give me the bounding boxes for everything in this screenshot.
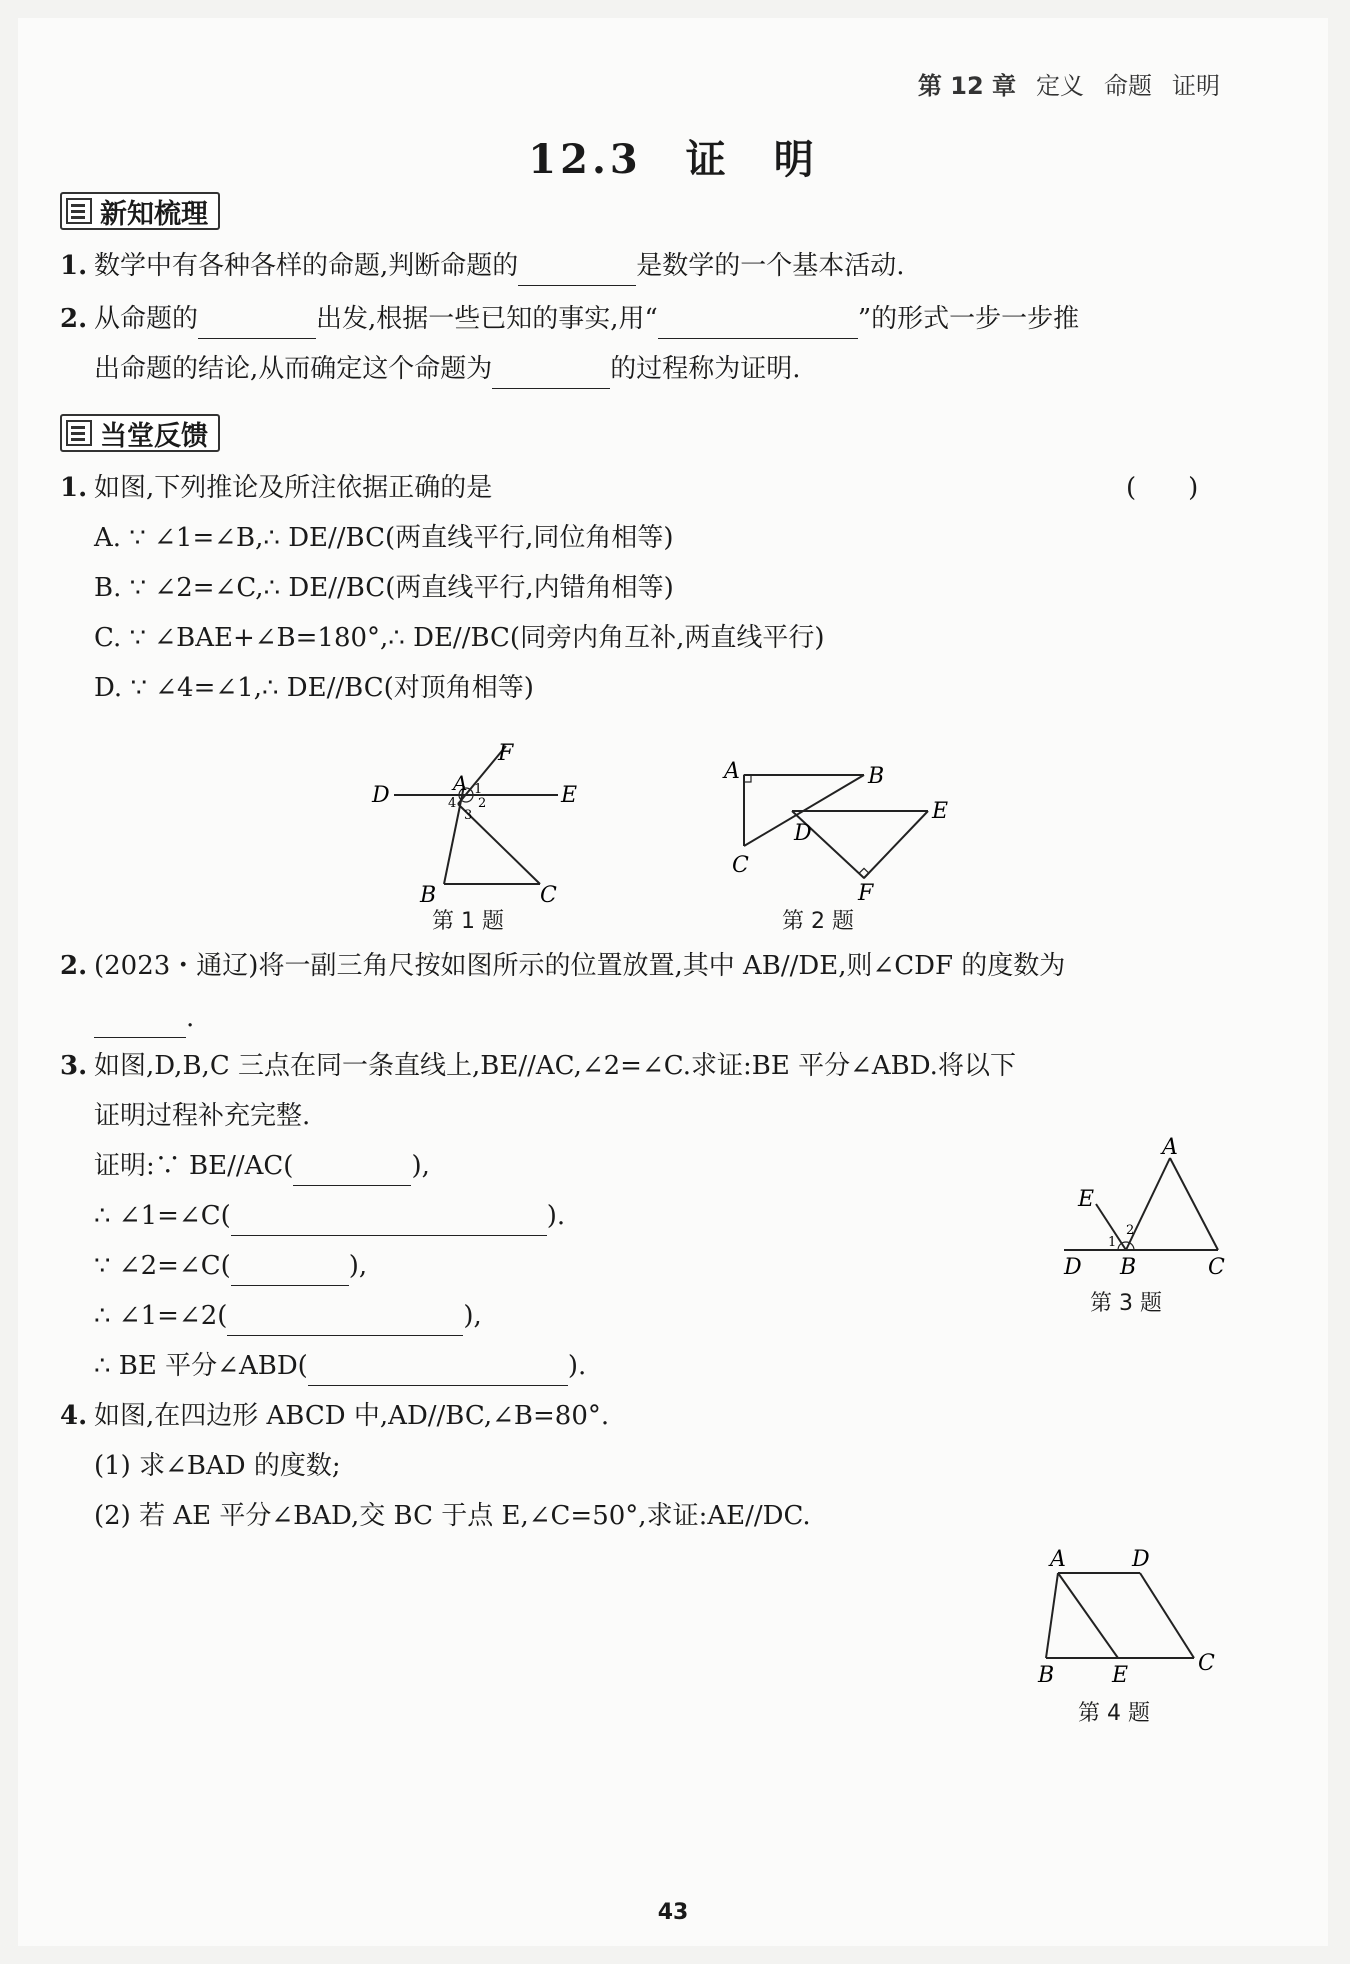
item-number: 2. bbox=[60, 951, 88, 981]
header-topic-3: 证明 bbox=[1172, 72, 1220, 100]
label-b: B bbox=[868, 764, 885, 789]
fill-blank[interactable] bbox=[492, 360, 610, 389]
text: ”的形式一步一步推 bbox=[857, 304, 1080, 334]
text: 出发,根据一些已知的事实,用“ bbox=[316, 304, 658, 334]
text: 是数学的一个基本活动. bbox=[636, 251, 905, 281]
running-header bbox=[918, 66, 1220, 101]
fill-blank[interactable] bbox=[308, 1357, 568, 1386]
question-4 bbox=[60, 1396, 609, 1436]
question-4-part-2: (2) 若 AE 平分∠BAD,交 BC 于点 E,∠C=50°,求证:AE//DC. bbox=[94, 1501, 811, 1531]
figure-4 bbox=[1018, 1538, 1238, 1688]
label-d: D bbox=[794, 821, 812, 846]
section-feedback bbox=[60, 414, 220, 452]
text: 证明:∵ BE//AC( bbox=[94, 1151, 294, 1181]
label-b: B bbox=[1038, 1663, 1055, 1688]
angle-3: 3 bbox=[464, 808, 473, 823]
text: ∵ ∠2=∠C( bbox=[94, 1251, 231, 1281]
figure-2 bbox=[708, 748, 958, 908]
item-number: 1. bbox=[60, 251, 88, 281]
header-topic-1: 定义 bbox=[1036, 72, 1084, 100]
angle-2: 2 bbox=[1126, 1223, 1135, 1238]
page-number: 43 bbox=[657, 1900, 689, 1925]
text: 如图,下列推论及所注依据正确的是 bbox=[94, 473, 493, 503]
proof-line-2 bbox=[94, 1196, 565, 1236]
label-a: A bbox=[453, 771, 468, 795]
text: (2023・通辽)将一副三角尺按如图所示的位置放置,其中 AB//DE,则∠CDF 的度数为 bbox=[94, 951, 1066, 981]
text: 从命题的 bbox=[94, 304, 199, 334]
figure-2-caption: 第 2 题 bbox=[782, 909, 854, 934]
question-4-part-1: (1) 求∠BAD 的度数; bbox=[94, 1451, 341, 1481]
item-number: 1. bbox=[60, 473, 88, 503]
label-d: D bbox=[1064, 1255, 1082, 1278]
lesson-number: 12.3 bbox=[528, 136, 642, 183]
knowledge-item-2-cont bbox=[94, 349, 801, 389]
question-3 bbox=[60, 1046, 1016, 1086]
text: 如图,D,B,C 三点在同一条直线上,BE//AC,∠2=∠C.求证:BE 平分∠ABD.将以下 bbox=[94, 1051, 1016, 1081]
label-d: D bbox=[372, 783, 390, 808]
option-b[interactable]: B. ∵ ∠2=∠C,∴ DE//BC(两直线平行,内错角相等) bbox=[94, 573, 674, 603]
angle-1: 1 bbox=[1108, 1235, 1117, 1250]
label-c: C bbox=[540, 883, 557, 903]
figure-3-caption: 第 3 题 bbox=[1090, 1291, 1162, 1316]
fill-blank[interactable] bbox=[94, 1009, 186, 1038]
textbook-page bbox=[18, 18, 1328, 1946]
text: ), bbox=[411, 1151, 430, 1181]
lesson-title-char-2: 明 bbox=[773, 136, 818, 183]
label-c: C bbox=[1208, 1255, 1225, 1278]
label-c: C bbox=[1198, 1651, 1215, 1676]
answer-paren[interactable]: ( ) bbox=[1126, 473, 1199, 503]
label-f: F bbox=[858, 881, 874, 906]
question-1-stem bbox=[60, 468, 492, 508]
header-chapter: 第 12 章 bbox=[917, 72, 1016, 100]
lesson-title bbox=[18, 128, 1328, 185]
fill-blank[interactable] bbox=[518, 257, 636, 286]
angle-4: 4 bbox=[448, 796, 457, 811]
lesson-title-char-1: 证 bbox=[685, 136, 730, 183]
text: 如图,在四边形 ABCD 中,AD//BC,∠B=80°. bbox=[94, 1401, 610, 1431]
figure-4-caption: 第 4 题 bbox=[1078, 1701, 1150, 1726]
question-2 bbox=[60, 946, 1065, 986]
section-new-knowledge-label: 新知梳理 bbox=[100, 198, 208, 230]
proof-line-4 bbox=[94, 1296, 482, 1336]
label-e: E bbox=[561, 783, 578, 808]
text: ), bbox=[463, 1301, 482, 1331]
label-e: E bbox=[932, 799, 949, 824]
question-3-cont: 证明过程补充完整. bbox=[94, 1101, 311, 1131]
text: 的过程称为证明. bbox=[610, 354, 801, 384]
header-topic-2: 命题 bbox=[1104, 72, 1152, 100]
angle-1: 1 bbox=[474, 782, 483, 797]
section-new-knowledge bbox=[60, 192, 220, 230]
option-a[interactable]: A. ∵ ∠1=∠B,∴ DE//BC(两直线平行,同位角相等) bbox=[94, 523, 674, 553]
label-e: E bbox=[1078, 1187, 1095, 1212]
item-number: 4. bbox=[60, 1401, 88, 1431]
text: ∴ ∠1=∠C( bbox=[94, 1201, 231, 1231]
item-number: 3. bbox=[60, 1051, 88, 1081]
fill-blank[interactable] bbox=[658, 310, 858, 339]
text: . bbox=[186, 1003, 195, 1033]
proof-line-1 bbox=[94, 1146, 430, 1186]
fill-blank[interactable] bbox=[231, 1207, 547, 1236]
option-c[interactable]: C. ∵ ∠BAE+∠B=180°,∴ DE//BC(同旁内角互补,两直线平行) bbox=[94, 623, 825, 653]
proof-line-3 bbox=[94, 1246, 367, 1286]
text: ), bbox=[348, 1251, 368, 1281]
text: 数学中有各种各样的命题,判断命题的 bbox=[94, 251, 519, 281]
label-a: A bbox=[1162, 1135, 1178, 1160]
figure-1-caption: 第 1 题 bbox=[432, 909, 504, 934]
text: 出命题的结论,从而确定这个命题为 bbox=[94, 354, 493, 384]
text: ). bbox=[546, 1201, 566, 1231]
pencil-note-icon bbox=[66, 420, 92, 446]
label-d: D bbox=[1132, 1547, 1150, 1572]
label-b: B bbox=[1120, 1255, 1137, 1278]
item-number: 2. bbox=[60, 304, 88, 334]
text: ∴ BE 平分∠ABD( bbox=[94, 1351, 308, 1381]
option-d[interactable]: D. ∵ ∠4=∠1,∴ DE//BC(对顶角相等) bbox=[94, 673, 534, 703]
section-feedback-label: 当堂反馈 bbox=[100, 420, 208, 452]
figure-3 bbox=[1038, 1128, 1238, 1278]
fill-blank[interactable] bbox=[198, 310, 316, 339]
fill-blank[interactable] bbox=[231, 1257, 349, 1286]
angle-2: 2 bbox=[478, 796, 487, 811]
label-a: A bbox=[1050, 1547, 1066, 1572]
label-f: F bbox=[498, 741, 514, 766]
label-b: B bbox=[420, 883, 437, 903]
text: ). bbox=[567, 1351, 587, 1381]
label-e: E bbox=[1112, 1663, 1129, 1688]
knowledge-item-1 bbox=[60, 246, 905, 286]
notebook-icon bbox=[66, 198, 92, 224]
proof-line-5 bbox=[94, 1346, 586, 1386]
text: ∴ ∠1=∠2( bbox=[94, 1301, 228, 1331]
label-a: A bbox=[724, 759, 740, 784]
question-2-answer bbox=[94, 998, 194, 1038]
knowledge-item-2 bbox=[60, 299, 1079, 339]
figure-1 bbox=[358, 718, 598, 903]
fill-blank[interactable] bbox=[293, 1157, 411, 1186]
label-c: C bbox=[732, 853, 749, 878]
fill-blank[interactable] bbox=[227, 1307, 463, 1336]
